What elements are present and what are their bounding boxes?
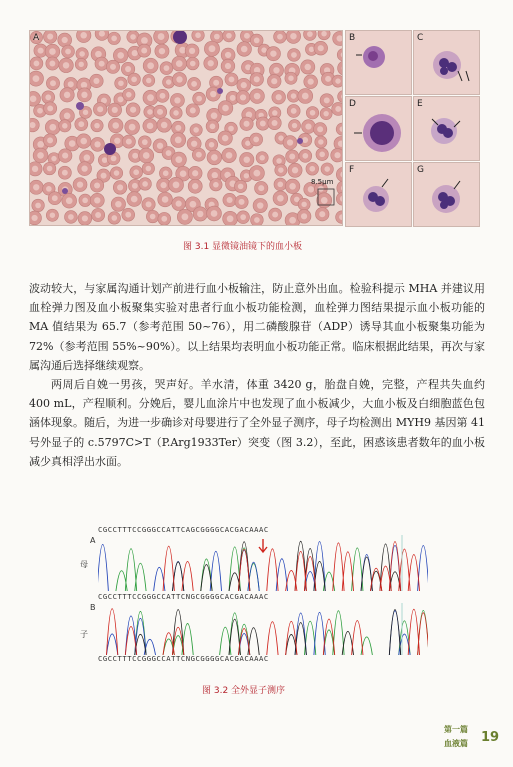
panel-label: D	[349, 99, 356, 109]
micrograph-panel-b	[345, 30, 412, 95]
figure-3-2	[80, 523, 440, 665]
panel-label: F	[349, 165, 355, 175]
footer-chapter: 血液篇	[444, 739, 468, 748]
figure-3-1	[29, 30, 484, 225]
mother-label: 母	[80, 560, 88, 569]
sequence-text: CGCCTTTCCGGGCCATTCNGCGGGGCACGACAAAC	[98, 654, 269, 663]
panel-label: E	[417, 99, 423, 109]
paragraph: 波动较大，与家属沟通计划产前进行血小板输注，防止意外出血。检验科提示 MHA 并建议用血栓弹力图及血小板聚集实验对患者行血小板功能检测，血栓弹力图结果提示血小板功能的 MA 值结果为 65.7（参考范围 50~76），用二磷酸腺苷（ADP）诱导其血小板聚集功能为 72%（参考范围 55%~90%）。以上结果均表明血小板功能正常。临床根据此结果，再次与家属沟通后选择继续观察。	[29, 282, 485, 372]
track-label: B	[90, 603, 96, 612]
platelet-image	[346, 31, 411, 94]
figure-caption: 图 3.1 显微镜油镜下的血小板	[183, 242, 303, 252]
micrograph-panel-g	[413, 162, 480, 227]
panel-label: A	[33, 33, 40, 43]
neutrophil-image	[346, 163, 411, 226]
page-number: 19	[481, 730, 500, 745]
neutrophil-image	[414, 31, 479, 94]
chromatogram-b	[98, 603, 428, 655]
track-label: A	[90, 536, 96, 545]
sequence-text: CGCCTTTCCGGGCCATTCNGCGGGGCACGACAAAC	[98, 592, 269, 601]
leukocyte-image	[414, 97, 479, 160]
child-label: 子	[80, 630, 88, 639]
micrograph-panel-c	[413, 30, 480, 95]
paragraph: 两周后自娩一男孩，哭声好。羊水清，体重 3420 g，胎盘自娩，完整，产程共失血约 400 mL，产程顺利。分娩后，婴儿血涂片中也发现了血小板减少，大血小板及白细胞蓝色包涵体现象。随后，为进一步确诊对母婴进行了全外显子测序，母子均检测出 MYH9 基因第 41 号外显子的 c.5797C>T（P.Arg1933Ter）突变（图 3.2），至此，困惑该患者数年的血小板减少真相浮出水面。	[29, 378, 485, 468]
blood-smear-image	[30, 31, 342, 225]
footer-part: 第一篇	[444, 725, 468, 734]
panel-label: G	[417, 165, 424, 175]
sequence-text: CGCCTTTCCGGGCCATTCAGCGGGGCACGACAAAC	[98, 525, 269, 534]
scale-bar-label: 8.5μm	[311, 178, 334, 186]
micrograph-panel-e	[413, 96, 480, 161]
micrograph-panel-a	[29, 30, 343, 226]
panel-label: C	[417, 33, 424, 43]
micrograph-panel-d	[345, 96, 412, 161]
chromatogram-a	[98, 535, 428, 591]
body-text	[29, 279, 485, 471]
micrograph-panel-f	[345, 162, 412, 227]
figure-caption: 图 3.2 全外显子测序	[202, 686, 286, 696]
panel-label: B	[349, 33, 356, 43]
